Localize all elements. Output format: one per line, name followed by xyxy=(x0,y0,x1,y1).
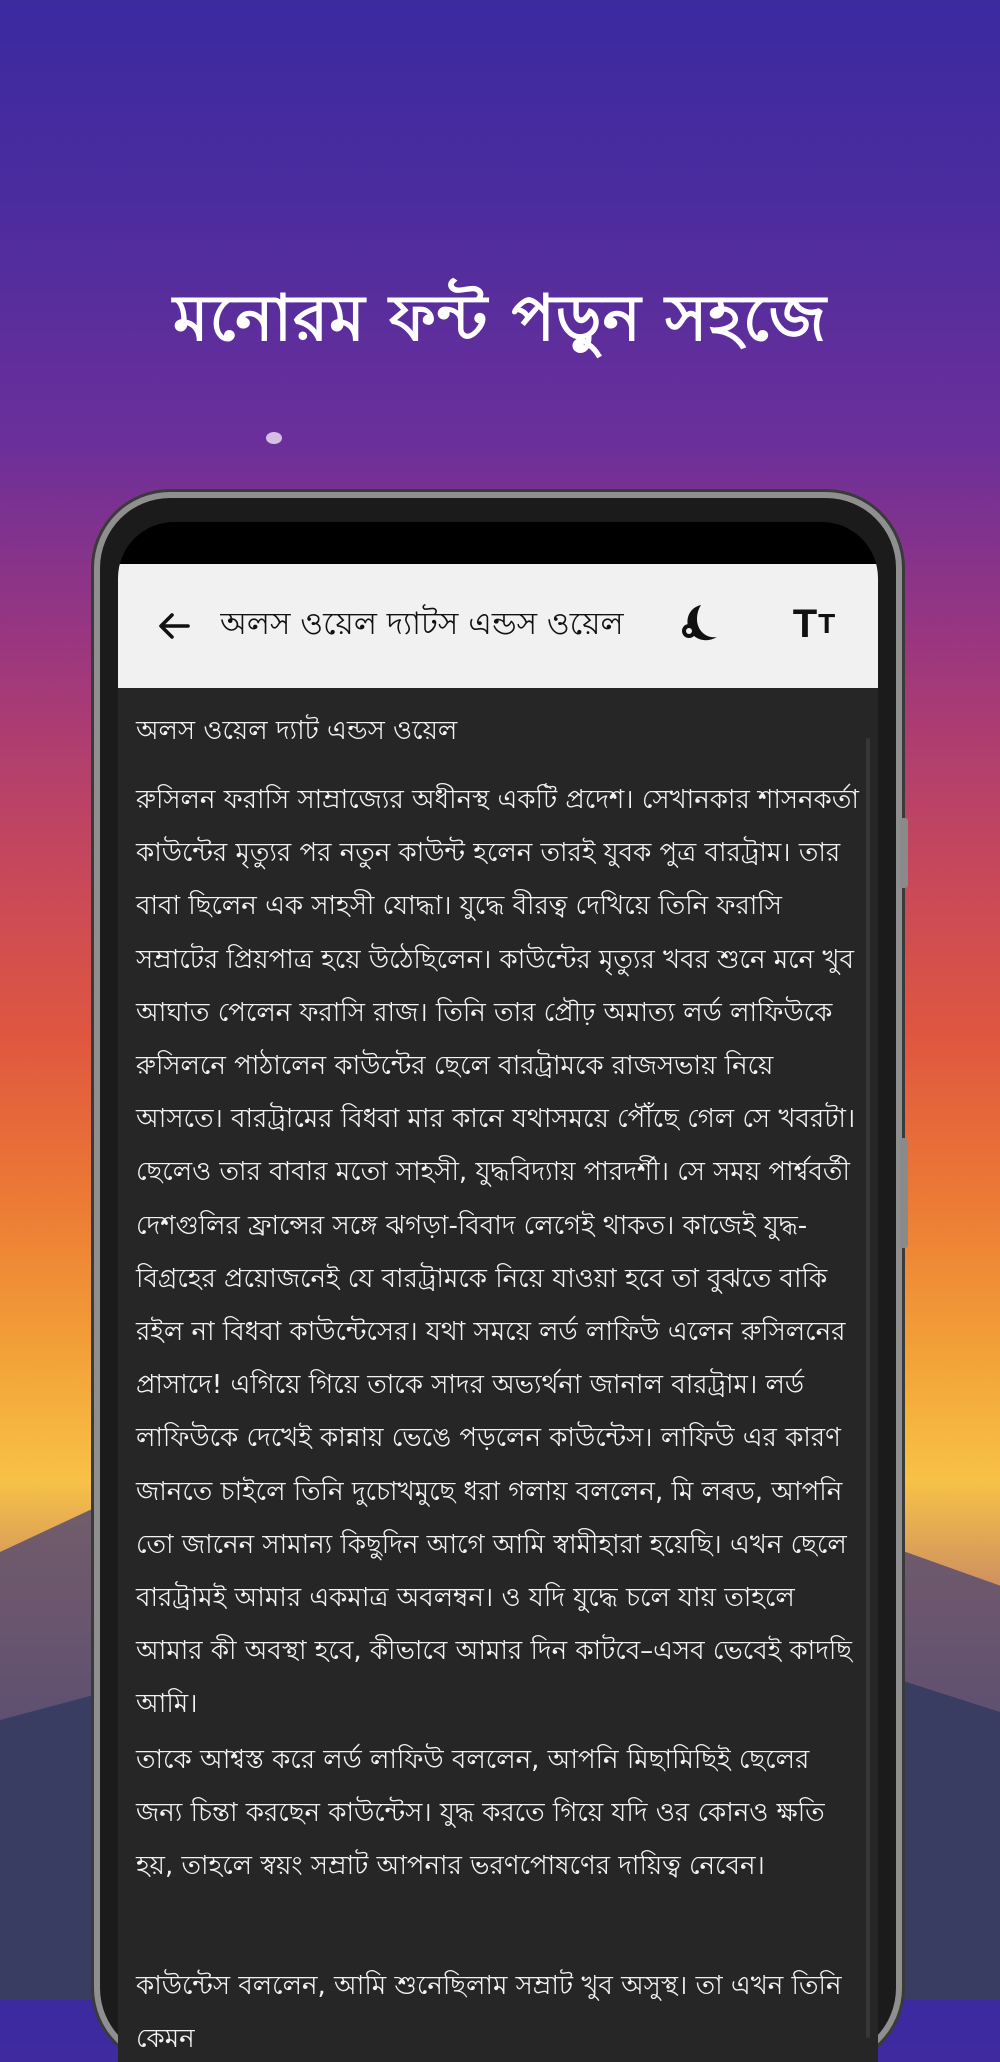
moon-icon xyxy=(675,601,721,647)
phone-frame xyxy=(100,498,896,2058)
reader-scrollbar[interactable] xyxy=(866,738,870,2038)
sky-moon xyxy=(266,432,282,444)
app-title: অলস ওয়েল দ্যাটস এন্ডস ওয়েল xyxy=(220,606,624,642)
phone-volume-button xyxy=(900,818,908,888)
phone-power-button xyxy=(900,1138,908,1248)
font-size-icon-big: T xyxy=(792,601,818,646)
font-size-button[interactable] xyxy=(784,592,844,656)
paragraph: কাউন্টেস বললেন, আমি শুনেছিলাম সম্রাট খুব অসুস্থ। তা এখন তিনি কেমন xyxy=(136,1971,842,2055)
reader-content[interactable] xyxy=(118,688,878,2062)
night-mode-button[interactable] xyxy=(668,594,728,654)
chapter-title: অলস ওয়েল দ্যাট এন্ডস ওয়েল xyxy=(136,716,458,746)
paragraph: রুসিলন ফরাসি সাম্রাজ্যের অধীনস্থ একটি প্রদেশ। সেখানকার শাসনকর্তা কাউন্টের মৃত্যুর পর নতুন কাউন্ট হলেন তারই যুবক পুত্র বারট্রাম। তার বাবা ছিলেন এক সাহসী যোদ্ধা। যুদ্ধে বীরত্ব দেখিয়ে তিনি ফরাসি সম্রাটের প্রিয়পাত্র হয়ে উঠেছিলেন। কাউন্টের মৃত্যুর খবর শুনে মনে খুব আঘাত পেলেন ফরাসি রাজ। তিনি তার প্রৌঢ় অমাত্য লর্ড লাফিউকে রুসিলনে পাঠালেন কাউন্টের ছেলে বারট্রামকে রাজসভায় নিয়ে আসতে। বারট্রামের বিধবা মার কানে যথাসময়ে পৌঁছে গেল সে খবরটা। ছেলেও তার বাবার মতো সাহসী, যুদ্ধবিদ্যায় পারদর্শী। সে সময় পার্শ্ববর্তী দেশগুলির ফ্রান্সের সঙ্গে ঝগড়া-বিবাদ লেগেই থাকত। কাজেই যুদ্ধ-বিগ্রহের প্রয়োজনেই যে বারট্রামকে নিয়ে যাওয়া হবে তা বুঝতে বাকি রইল না বিধবা কাউন্টেসের। যথা সময়ে লর্ড লাফিউ এলেন রুসিলনের প্রাসাদে! এগিয়ে গিয়ে তাকে সাদর অভ্যর্থনা জানাল বারট্রাম। লর্ড লাফিউকে দেখেই কান্নায় ভেঙে পড়লেন কাউন্টেস। লাফিউ এর কারণ জানতে চাইলে তিনি দুচোখমুছে ধরা গলায় বললেন, মি লৰড, আপনি তো জানেন সামান্য কিছুদিন আগে আমি স্বামীহারা হয়েছি। এখন ছেলে বারট্রামই আমার একমাত্র অবলম্বন। ও যদি যুদ্ধে চলে যায় তাহলে আমার কী অবস্থা হবে, কীভাবে আমার দিন কাটবে–এসব ভেবেই কাদছি আমি। xyxy=(136,785,859,1720)
back-button[interactable] xyxy=(144,596,204,656)
font-size-icon-small: T xyxy=(818,608,836,639)
promo-headline: মনোরম ফন্ট পড়ুন সহজে xyxy=(173,281,827,356)
arrow-left-icon xyxy=(154,606,194,646)
paragraph: তাকে আশ্বস্ত করে লর্ড লাফিউ বললেন, আপনি মিছামিছিই ছেলের জন্য চিন্তা করছেন কাউন্টেস। যুদ্ধ করতে গিয়ে যদি ওর কোনও ক্ষতি হয়, তাহলে স্বয়ং সম্রাট আপনার ভরণপোষণের দায়িত্ব নেবেন। xyxy=(136,1745,825,1882)
phone-screen xyxy=(118,522,878,2062)
app-bar xyxy=(118,564,878,688)
